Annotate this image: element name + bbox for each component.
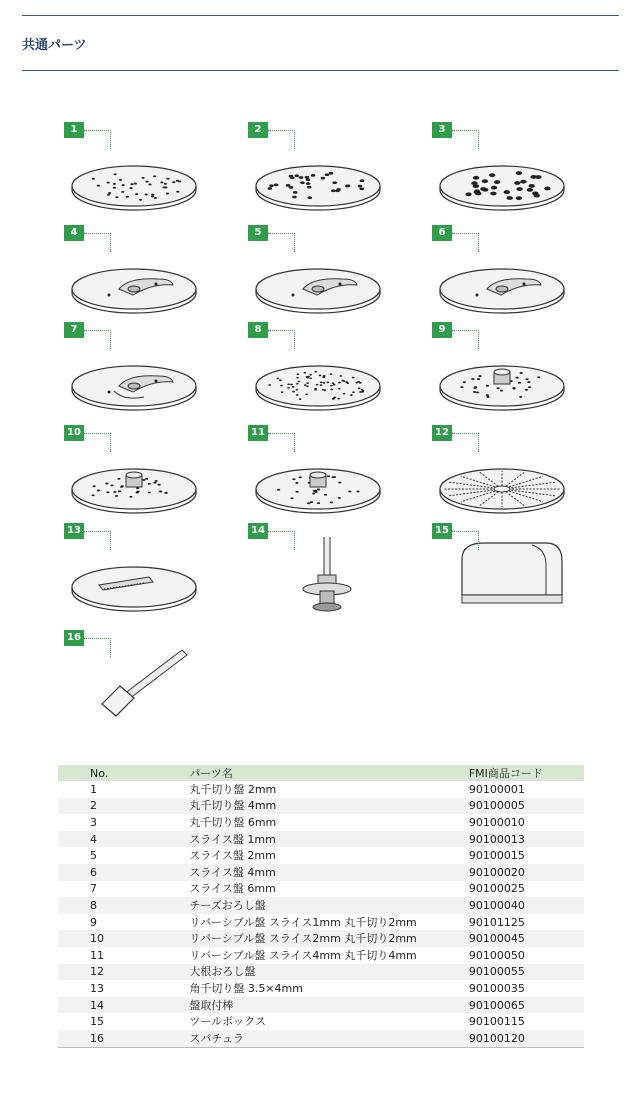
table-row [58,947,584,964]
part-number-badge: 13 [64,523,84,539]
table-header-row [58,765,584,781]
row-product-code: 90100045 [469,930,584,947]
row-no: 3 [90,815,97,829]
top-rule [22,15,619,16]
part-number-badge: 5 [248,225,268,241]
col-header-no: No. [58,765,189,781]
part-disc-slicer-illustration [248,225,398,315]
row-part-name: 丸千切り盤 4mm [189,798,469,815]
row-part-name: ツールボックス [189,1015,266,1029]
table-row [58,847,584,864]
row-product-code: 90100065 [469,997,584,1014]
row-no: 16 [58,1030,189,1047]
part-disc-reversible-illustration [432,322,582,412]
part-number-badge: 15 [432,523,452,539]
leader-line [268,433,295,452]
row-part-name: スライス盤 2mm [189,849,276,863]
table-row [58,930,584,947]
table-row [58,914,584,931]
row-part-name: スライス盤 1mm [189,831,469,848]
leader-line [452,233,479,252]
row-part-name: 丸千切り盤 2mm [189,782,277,796]
part-number-badge: 10 [64,425,84,441]
leader-line [84,233,111,252]
row-product-code: 90100013 [469,831,584,848]
table-row [58,980,584,997]
row-part-name: スライス盤 4mm [189,864,469,881]
part-number-badge: 4 [64,225,84,241]
row-part-name: スライス盤 6mm [189,882,276,896]
row-no: 5 [90,849,97,863]
table-row [58,798,584,815]
table-row [58,814,584,831]
part-number-badge: 3 [432,122,452,138]
table-row [58,881,584,898]
row-no: 13 [90,981,104,995]
part-tool-box-illustration [432,523,582,613]
part-spatula-illustration [64,630,214,720]
part-number-badge: 7 [64,322,84,338]
leader-line [452,531,479,550]
row-product-code: 90100050 [468,948,525,962]
row-product-code: 90100015 [468,849,525,863]
part-number-badge: 8 [248,322,268,338]
row-part-name: スパチュラ [189,1030,469,1047]
row-no: 9 [90,915,97,929]
row-no: 11 [90,948,104,962]
table-row [58,997,584,1014]
leader-line [452,433,479,452]
part-disc-holes-small-illustration [64,122,214,212]
leader-line [84,330,111,349]
row-part-name: リバーシブル盤 スライス4mm 丸千切り4mm [189,948,417,962]
row-part-name: 盤取付棒 [189,997,469,1014]
row-no: 8 [58,897,189,914]
row-part-name: 丸千切り盤 6mm [189,815,277,829]
row-part-name: リバーシブル盤 スライス1mm 丸千切り2mm [189,915,417,929]
page-title: 共通パーツ [22,38,87,53]
col-header-code: FMI商品コード [469,765,584,781]
row-product-code: 90100010 [468,815,525,829]
row-product-code: 90100005 [469,798,584,815]
row-no: 12 [58,964,189,981]
table-row [58,1030,584,1047]
table-row [58,964,584,981]
table-row [58,864,584,881]
row-product-code: 90100120 [469,1030,584,1047]
row-product-code: 90100020 [469,864,584,881]
row-product-code: 90100040 [469,897,584,914]
part-disc-slicer-deep-illustration [64,322,214,412]
row-no: 7 [90,882,97,896]
parts-table [58,765,584,1048]
row-part-name: リバーシブル盤 スライス2mm 丸千切り2mm [189,930,469,947]
part-number-badge: 6 [432,225,452,241]
part-disc-reversible-illustration [248,425,398,515]
part-number-badge: 16 [64,630,84,646]
row-product-code: 90101125 [468,915,525,929]
row-no: 15 [90,1015,104,1029]
row-product-code: 90100001 [468,782,525,796]
table-row [58,1013,584,1030]
row-no: 1 [90,782,97,796]
part-disc-slicer-illustration [64,225,214,315]
table-row [58,897,584,914]
part-number-badge: 9 [432,322,452,338]
table-row [58,831,584,848]
leader-line [268,130,295,149]
part-disc-slicer-illustration [432,225,582,315]
part-number-badge: 11 [248,425,268,441]
part-disc-radish-illustration [432,425,582,515]
part-number-badge: 12 [432,425,452,441]
part-disc-holder-stem-illustration [248,523,398,613]
table-row [58,781,584,798]
row-no: 14 [58,997,189,1014]
row-product-code: 90100115 [468,1015,525,1029]
leader-line [268,233,295,252]
leader-line [452,330,479,349]
leader-line [84,130,111,149]
part-number-badge: 14 [248,523,268,539]
leader-line [268,330,295,349]
row-no: 2 [58,798,189,815]
part-disc-holes-medium-illustration [248,122,398,212]
row-part-name: チーズおろし盤 [189,897,469,914]
row-product-code: 90100055 [469,964,584,981]
row-part-name: 角千切り盤 3.5×4mm [189,981,303,995]
part-disc-julienne-illustration [64,523,214,613]
row-no: 4 [58,831,189,848]
part-disc-grater-illustration [248,322,398,412]
row-product-code: 90100025 [468,882,525,896]
row-no: 6 [58,864,189,881]
row-no: 10 [58,930,189,947]
leader-line [84,531,111,550]
row-product-code: 90100035 [468,981,525,995]
part-disc-reversible-illustration [64,425,214,515]
leader-line [268,531,295,550]
row-part-name: 大根おろし盤 [189,964,469,981]
leader-line [84,433,111,452]
title-rule [22,70,619,71]
part-number-badge: 1 [64,122,84,138]
col-header-name: パーツ名 [189,765,469,781]
part-number-badge: 2 [248,122,268,138]
leader-line [84,638,111,657]
part-disc-holes-large-illustration [432,122,582,212]
leader-line [452,130,479,149]
